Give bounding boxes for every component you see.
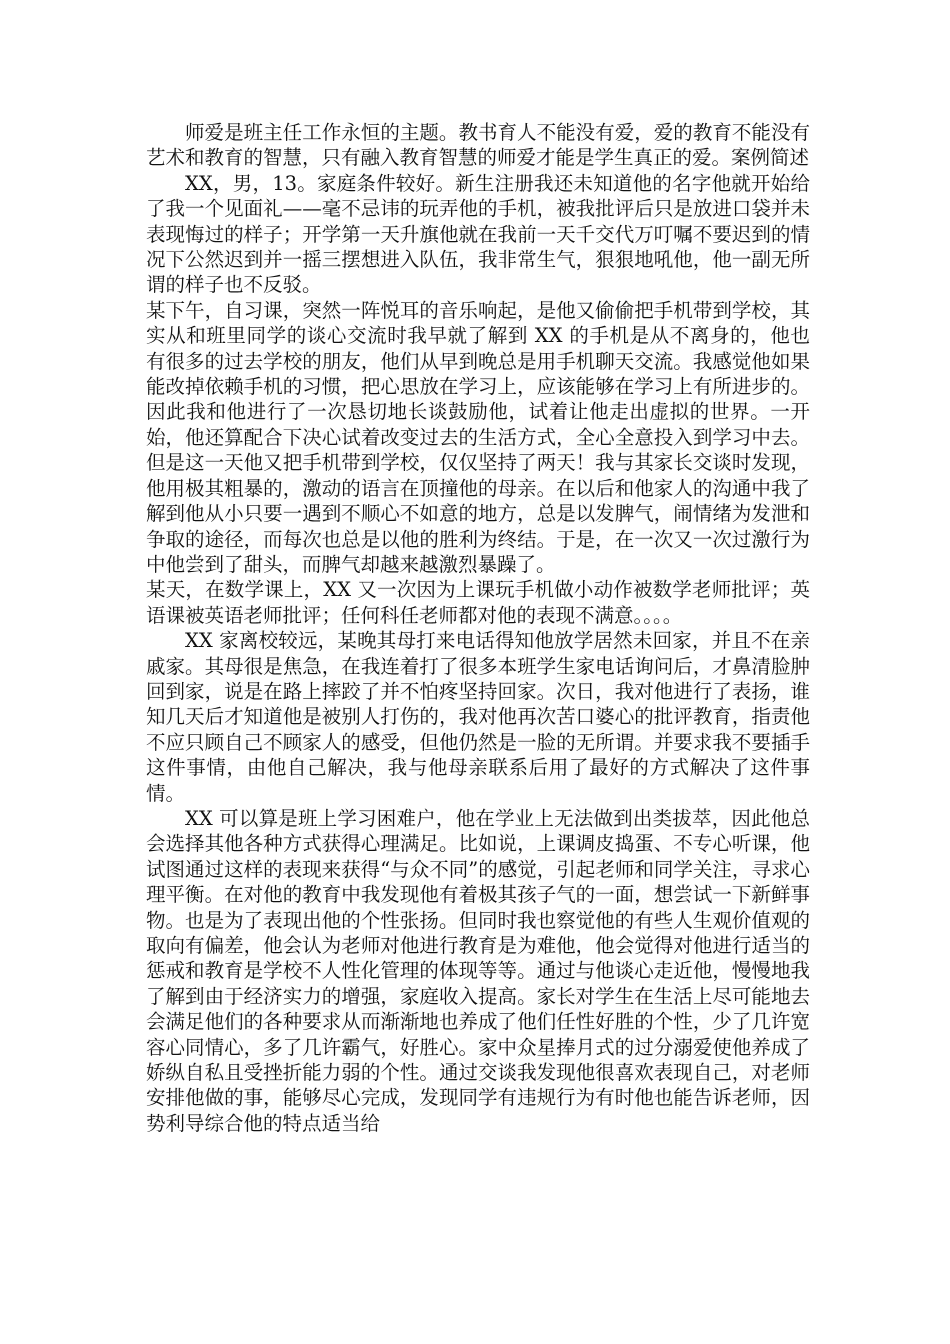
paragraph-phone-incident: 某下午，自习课，突然一阵悦耳的音乐响起，是他又偷偷把手机带到学校，其实从和班里同学的谈心交流时我早就了解到 XX 的手机是从不离身的，他也有很多的过去学校的朋友，他们从早到晚总是用手机聊天交流。我感觉他如果能改掉依赖手机的习惯，把心思放在学习上，应该能够在学习上有所进步的。因此我和他进行了一次恳切地长谈鼓励他，试着让他走出虚拟的世界。一开始，他还算配合下决心试着改变过去的生活方式，全心全意投入到学习中去。但是这一天他又把手机带到学校，仅仅坚持了两天！我与其家长交谈时发现，他用极其粗暴的，激动的语言在顶撞他的母亲。在以后和他家人的沟通中我了解到他从小只要一遇到不顺心不如意的地方，总是以发脾气，闹情绪为发泄和争取的途径，而每次也总是以他的胜利为终结。于是，在一次又一次过激行为中他尝到了甜头，而脾气却越来越激烈暴躁了。 [146,298,810,576]
paragraph-student-profile: XX，男，13。家庭条件较好。新生注册我还未知道他的名字他就开始给了我一个见面礼——毫不忌讳的玩弄他的手机，被我批评后只是放进口袋并未表现悔过的样子；开学第一天升旗他就在我前一天千交代万叮嘱不要迟到的情况下公然迟到并一摇三摆想进入队伍，我非常生气，狠狠地吼他，他一副无所谓的样子也不反驳。 [146,171,810,297]
document-body [146,120,810,1136]
paragraph-analysis: XX 可以算是班上学习困难户，他在学业上无法做到出类拔萃，因此他总会选择其他各种方式获得心理满足。比如说，上课调皮捣蛋、不专心听课，他试图通过这样的表现来获得“与众不同”的感觉，引起老师和同学关注，寻求心理平衡。在对他的教育中我发现他有着极其孩子气的一面，想尝试一下新鲜事物。也是为了表现出他的个性张扬。但同时我也察觉他的有些人生观价值观的取向有偏差，他会认为老师对他进行教育是为难他，他会觉得对他进行适当的惩戒和教育是学校不人性化管理的体现等等。通过与他谈心走近他，慢慢地我了解到由于经济实力的增强，家庭收入提高。家长对学生在生活上尽可能地去会满足他们的各种要求从而渐渐地也养成了他们任性好胜的个性，少了几许宽容心同情心，多了几许霸气，好胜心。家中众星捧月式的过分溺爱使他养成了娇纵自私且受挫折能力弱的个性。通过交谈我发现他很喜欢表现自己，对老师安排他做的事，能够尽心完成，发现同学有违规行为有时他也能告诉老师，因势利导综合他的特点适当给 [146,806,810,1135]
paragraph-intro: 师爱是班主任工作永恒的主题。教书育人不能没有爱，爱的教育不能没有艺术和教育的智慧，只有融入教育智慧的师爱才能是学生真正的爱。案例简述 [146,121,810,170]
paragraph-math-class: 某天，在数学课上，XX 又一次因为上课玩手机做小动作被数学老师批评；英语课被英语老师批评；任何科任老师都对他的表现不满意。。。。 [146,578,810,627]
paragraph-not-home: XX 家离校较远，某晚其母打来电话得知他放学居然未回家，并且不在亲戚家。其母很是焦急，在我连着打了很多本班学生家电话询问后，才鼻清脸肿回到家，说是在路上摔跤了并不怕疼坚持回家。次日，我对他进行了表扬，谁知几天后才知道他是被别人打伤的，我对他再次苦口婆心的批评教育，指责他不应只顾自己不顾家人的感受，但他仍然是一脸的无所谓。并要求我不要插手这件事情，由他自己解决，我与他母亲联系后用了最好的方式解决了这件事情。 [146,629,810,805]
